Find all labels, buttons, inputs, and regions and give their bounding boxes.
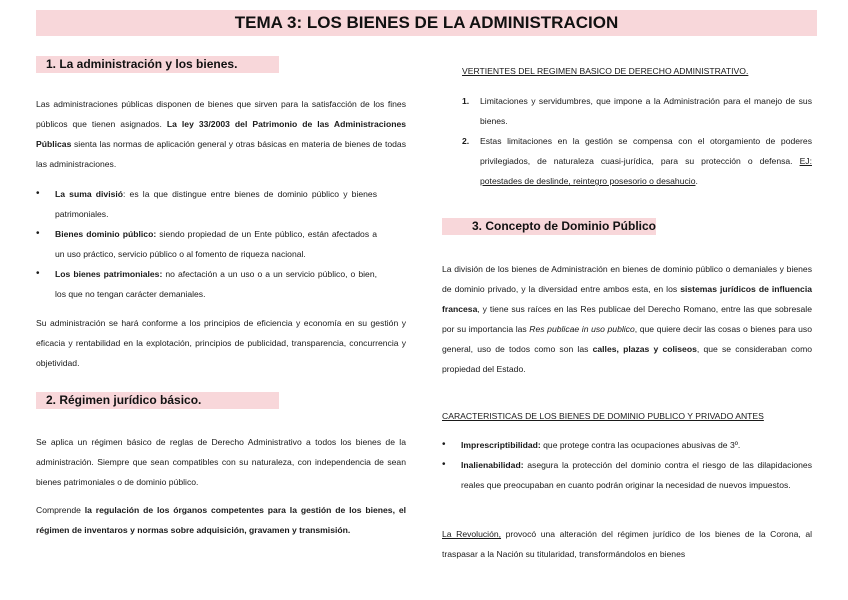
paragraph-dominio: La división de los bienes de Administración en bienes de dominio público o demaniales y bienes de dominio privado, y la diversidad entre ambos esta, en los sistemas jurídicos de influencia francesa, y tiene sus raíces en las Res publicae del Derecho Romano, entre las que sobresale por su importancia las Res publicae in uso publico, que quiere decir las cosas o bienes para uso general, uso de todos como son las calles, plazas y coliseos, que se consideraban como propiedad del Estado.: [442, 264, 813, 374]
section-heading-2: 2. Régimen jurídico básico.: [36, 392, 279, 409]
section-heading-1: 1. La administración y los bienes.: [36, 56, 279, 73]
paragraph-principios: Su administración se hará conforme a los principios de eficiencia y economía en su gestión y eficacia y rentabilidad en la explotación, principios de publicidad, transparencia, concurrencia y objetividad.: [36, 318, 406, 368]
paragraph-regimen: Se aplica un régimen básico de reglas de Derecho Administrativo a todos los bienes de la administración. Siempre que sean compatibles con su naturaleza, con independencia de sean bienes patrimoniales o de dominio público.: [36, 437, 406, 487]
list-item: • Inalienabilidad: asegura la protección del dominio contra el riesgo de las dilapidaciones reales que preocupaban en cuanto podrán originar la necesidad de nuevos impuestos.: [442, 455, 812, 495]
paragraph-comprende: Comprende la regulación de los órganos competentes para la gestión de los bienes, el régimen de inventaros y normas sobre adquisición, gravamen y transmisión.: [36, 505, 406, 535]
section-heading-3: 3. Concepto de Dominio Público: [442, 218, 656, 235]
paragraph-intro: Las administraciones públicas disponen de bienes que sirven para la satisfacción de los fines públicos que tienen asignados. La ley 33/2003 del Patrimonio de las Administraciones Públicas sienta las normas de aplicación general y otras básicas en materia de bienes de todas las administraciones.: [36, 99, 406, 169]
caracteristicas-heading: CARACTERISTICAS DE LOS BIENES DE DOMINIO PUBLICO Y PRIVADO ANTES: [442, 411, 764, 421]
list-item: • Bienes dominio público: siendo propiedad de un Ente público, están afectados a un uso práctico, servicio público o al fomento de riqueza nacional.: [36, 224, 377, 264]
numbered-list-vertientes: [442, 91, 812, 191]
paragraph-revolucion: La Revolución, provocó una alteración del régimen jurídico de los bienes de la Corona, al traspasar a la Nación su titularidad, transformándolos en bienes: [442, 529, 813, 559]
bullet-list-caracteristicas: [442, 435, 812, 495]
bullet-list-bienes: [36, 184, 377, 304]
page-title: TEMA 3: LOS BIENES DE LA ADMINISTRACION: [36, 10, 817, 36]
list-item: • Imprescriptibilidad: que protege contra las ocupaciones abusivas de 3º.: [442, 435, 812, 455]
list-item: 2. Estas limitaciones en la gestión se compensa con el otorgamiento de poderes privilegiados, de naturaleza cuasi-jurídica, para su protección o defensa. EJ: potestades de deslinde, reintegro posesorio o desahucio.: [462, 136, 812, 186]
list-item: • Los bienes patrimoniales: no afectación a un uso o a un servicio público, o bien, los que no tengan carácter demaniales.: [36, 264, 377, 304]
list-item: 1. Limitaciones y servidumbres, que impone a la Administración para el manejo de sus bienes.: [462, 96, 812, 126]
vertientes-heading: VERTIENTES DEL REGIMEN BASICO DE DERECHO ADMINISTRATIVO.: [462, 66, 749, 76]
list-item: • La suma divisió: es la que distingue entre bienes de dominio público y bienes patrimoniales.: [36, 184, 377, 224]
